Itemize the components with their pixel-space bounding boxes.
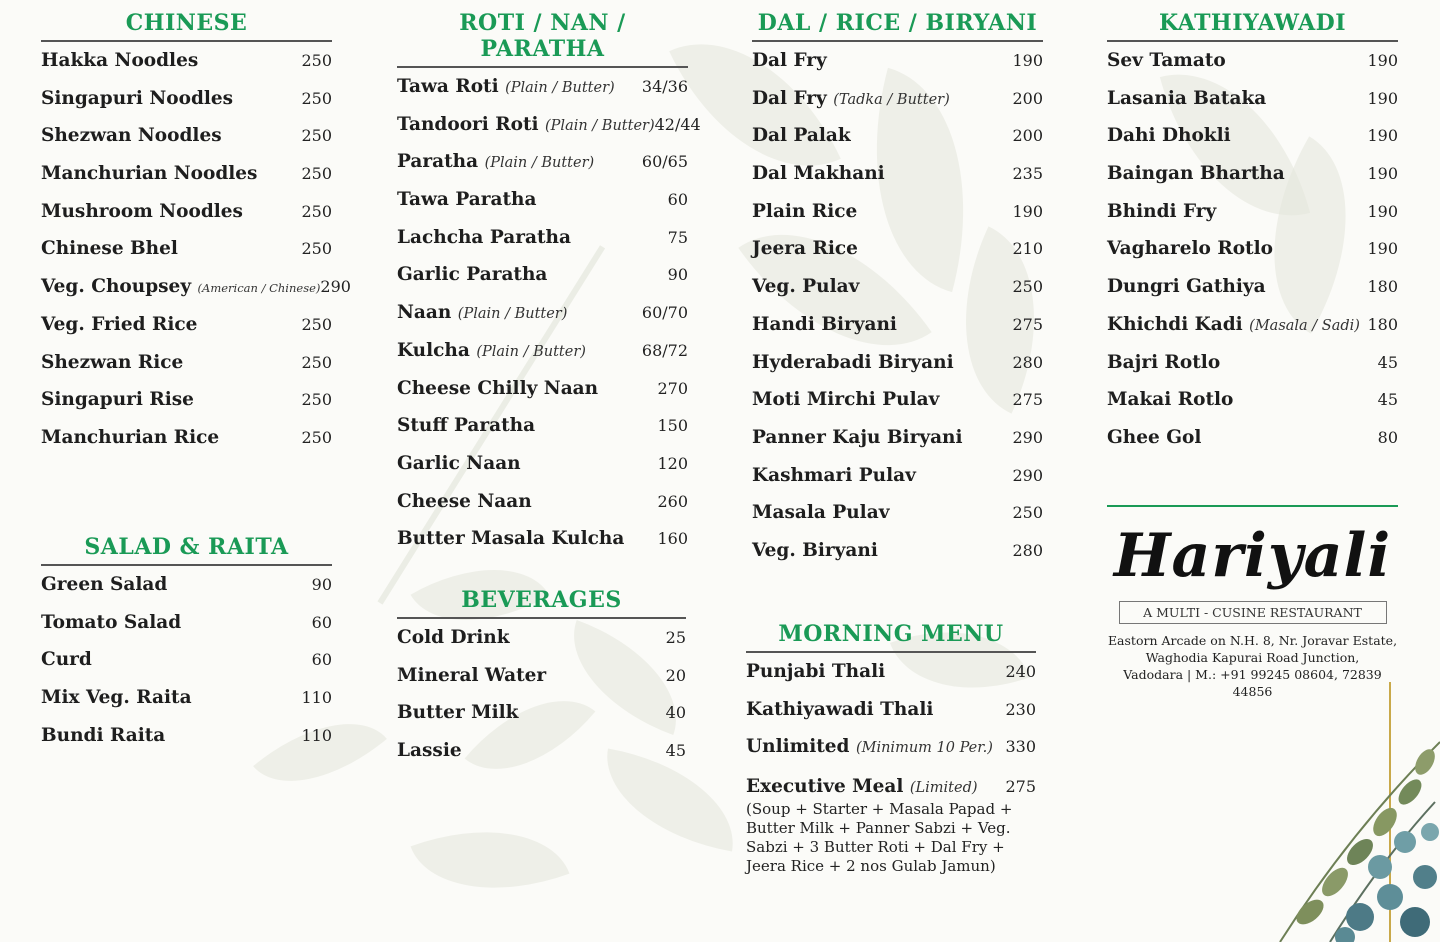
item-name: [397, 264, 547, 285]
item-price: 250: [1012, 503, 1043, 523]
menu-item-row: [41, 574, 332, 612]
menu-item-row: [1107, 163, 1398, 201]
menu-item-row: [752, 125, 1043, 163]
item-name-text: Tawa Paratha: [397, 189, 537, 211]
menu-item-row: [752, 50, 1043, 88]
menu-item-row: [1107, 389, 1398, 427]
item-name-text: Sev Tamato: [1107, 50, 1226, 71]
item-price: 60: [311, 612, 332, 632]
menu-item-row: [746, 736, 1036, 774]
item-price: 80: [1377, 427, 1398, 447]
section-beverages: [397, 587, 686, 778]
item-name: [397, 702, 519, 723]
item-name: [397, 76, 615, 97]
item-name-text: Butter Masala Kulcha: [397, 528, 625, 550]
restaurant-logo: Hariyali: [1113, 521, 1392, 591]
item-price: 90: [311, 575, 332, 594]
section-salad-raita: [41, 534, 332, 762]
item-price: 60/70: [641, 303, 688, 323]
menu-item-row: [41, 352, 332, 390]
item-note: (Plain / Butter): [545, 117, 655, 134]
menu-item-row: [397, 740, 686, 778]
item-price: 190: [1367, 201, 1398, 221]
item-name-text: Lachcha Paratha: [397, 226, 571, 248]
item-name-text: Stuff Paratha: [397, 415, 536, 437]
item-price: 68/72: [641, 340, 688, 360]
menu-item-row: [752, 352, 1043, 390]
item-name-text: Plain Rice: [752, 200, 858, 222]
menu-item-row: [397, 151, 688, 189]
item-price: 60: [667, 190, 688, 210]
item-name-text: Mushroom Noodles: [41, 200, 243, 222]
item-note: (Plain / Butter): [457, 306, 568, 323]
brand-divider: [1107, 505, 1398, 507]
item-price: 330: [1005, 737, 1036, 757]
executive-meal-item: [746, 776, 1036, 876]
item-name: [1107, 163, 1285, 184]
item-name: [41, 649, 92, 670]
item-price: 34/36: [641, 77, 688, 96]
menu-list-kathiyawadi: [1107, 50, 1398, 465]
section-morning-menu: [746, 621, 1036, 876]
menu-item-row: [746, 699, 1036, 737]
item-name-text: Cheese Chilly Naan: [397, 377, 599, 399]
item-name: [752, 238, 858, 259]
menu-item-row: [41, 50, 332, 88]
item-price: 250: [301, 390, 332, 410]
item-price: 200: [1012, 88, 1043, 108]
item-note: (Minimum 10 Per.): [855, 740, 993, 757]
item-price: 210: [1012, 239, 1043, 259]
item-price: 280: [1012, 352, 1043, 372]
item-name: [752, 352, 954, 373]
menu-item-row: [752, 389, 1043, 427]
menu-list-dal-rice-biryani: [752, 50, 1043, 578]
item-name: [1107, 352, 1220, 373]
menu-item-row: [41, 427, 332, 465]
item-name: [752, 125, 851, 146]
item-name-text: Dal Fry: [752, 50, 827, 71]
section-title-beverages: BEVERAGES: [397, 587, 686, 619]
item-price: 150: [657, 416, 688, 436]
item-name-text: Singapuri Noodles: [41, 87, 234, 109]
item-name-text: Veg. Pulav: [752, 276, 860, 298]
menu-item-row: [41, 687, 332, 725]
menu-item-row: [397, 378, 688, 416]
item-name: [397, 665, 546, 686]
item-price: 110: [301, 688, 332, 708]
address-contact: Vadodara | M.: +91 99245 08604, 72839 44856: [1123, 667, 1382, 699]
item-note: (Masala / Sadi): [1249, 317, 1360, 334]
item-name-text: Manchurian Noodles: [41, 163, 258, 185]
item-name: [1107, 238, 1273, 259]
item-name-text: Lasania Bataka: [1107, 87, 1267, 109]
item-name-text: Chinese Bhel: [41, 238, 178, 260]
item-name-text: Unlimited: [746, 736, 850, 758]
item-name-text: Moti Mirchi Pulav: [752, 389, 940, 411]
section-dal-rice-biryani: [752, 10, 1043, 578]
item-name-text: Tandoori Roti: [397, 113, 539, 135]
item-name-text: Naan: [397, 302, 452, 324]
item-price: 20: [665, 665, 686, 685]
item-price: 250: [301, 88, 332, 108]
item-price: 75: [667, 227, 688, 247]
menu-item-row: [1107, 238, 1398, 276]
menu-item-row: [752, 201, 1043, 239]
menu-item-row: [397, 264, 688, 302]
item-name-text: Dahi Dhokli: [1107, 125, 1231, 147]
item-price: 190: [1012, 201, 1043, 221]
item-name: [41, 687, 192, 708]
item-price: 250: [301, 201, 332, 221]
menu-item-row: [41, 88, 332, 126]
menu-item-row: [41, 201, 332, 239]
item-name: [752, 427, 963, 448]
menu-list-salad-raita: [41, 574, 332, 762]
item-name: [41, 125, 222, 146]
section-title-kathiyawadi: KATHIYAWADI: [1107, 10, 1398, 42]
section-kathiyawadi: [1107, 10, 1398, 465]
item-price: 275: [1005, 777, 1036, 797]
item-name-text: Green Salad: [41, 574, 168, 595]
item-name: [746, 661, 885, 682]
item-name: [41, 201, 243, 222]
item-name-text: Panner Kaju Biryani: [752, 426, 963, 448]
item-name: [41, 163, 257, 184]
item-price: 60: [311, 650, 332, 670]
item-name: [1107, 88, 1266, 109]
menu-item-row: [1107, 201, 1398, 239]
item-price: 25: [665, 628, 686, 647]
item-price: 90: [667, 265, 688, 285]
item-name-text: Dal Palak: [752, 125, 851, 147]
menu-list-morning-menu: [746, 661, 1036, 774]
menu-item-row: [752, 314, 1043, 352]
menu-item-row: [397, 415, 688, 453]
item-name: [746, 699, 933, 720]
item-name-text: Lassie: [397, 740, 462, 762]
item-name: [41, 238, 178, 259]
item-name: [1107, 276, 1266, 297]
item-name: [397, 491, 532, 512]
item-name: [397, 378, 598, 399]
menu-item-row: [41, 314, 332, 352]
menu-item-row: [1107, 427, 1398, 465]
item-name-text: Kulcha: [397, 339, 470, 361]
executive-meal-description: (Soup + Starter + Masala Papad + Butter Milk + Panner Sabzi + Veg. Sabzi + 3 Butter Roti + Dal Fry + Jeera Rice + 2 nos Gulab Jamun): [746, 800, 1013, 876]
menu-item-row: [397, 665, 686, 703]
item-name-text: Shezwan Rice: [41, 351, 184, 373]
item-name: [752, 163, 885, 184]
item-price: 45: [1377, 352, 1398, 372]
item-price: 200: [1012, 126, 1043, 146]
item-name: [397, 453, 521, 474]
item-name: Executive Meal: [746, 776, 904, 798]
item-name-text: Veg. Choupsey: [41, 276, 192, 298]
item-name: [752, 540, 878, 561]
item-name-text: Punjabi Thali: [746, 661, 886, 682]
item-name: [41, 352, 183, 373]
section-title-roti-nan-paratha: ROTI / NAN / PARATHA: [397, 10, 688, 68]
menu-item-row: [397, 702, 686, 740]
item-name: [397, 302, 567, 323]
menu-item-row: [746, 661, 1036, 699]
menu-item-row: [397, 340, 688, 378]
item-price: 250: [301, 126, 332, 146]
item-name: [752, 276, 859, 297]
menu-item-row: [397, 227, 688, 265]
item-name: [1107, 201, 1216, 222]
item-name-text: Cheese Naan: [397, 490, 532, 512]
item-name-text: Hyderabadi Biryani: [752, 351, 954, 373]
item-name-text: Cold Drink: [397, 627, 510, 648]
item-note: (American / Chinese): [197, 281, 321, 296]
address-line-1: Eastorn Arcade on N.H. 8, Nr. Joravar Estate,: [1107, 633, 1398, 648]
item-price: 250: [301, 164, 332, 184]
menu-item-row: [752, 427, 1043, 465]
item-name-text: Makai Rotlo: [1107, 389, 1234, 411]
item-name: [1107, 50, 1226, 71]
menu-item-row: [397, 627, 686, 665]
item-name: [1107, 389, 1233, 410]
item-name-text: Dungri Gathiya: [1107, 276, 1266, 298]
item-price: 250: [301, 352, 332, 372]
item-name: [397, 114, 655, 135]
item-name-text: Jeera Rice: [752, 238, 858, 260]
item-name-text: Garlic Paratha: [397, 264, 548, 286]
item-name-text: Tomato Salad: [41, 611, 182, 633]
item-note: (Plain / Butter): [505, 80, 615, 96]
menu-item-row: [1107, 276, 1398, 314]
menu-list-beverages: [397, 627, 686, 778]
menu-item-row: [1107, 50, 1398, 88]
item-note: (Plain / Butter): [476, 343, 586, 360]
item-name: [1107, 314, 1360, 335]
menu-list-chinese: [41, 50, 351, 465]
item-name: [41, 427, 219, 448]
item-price: 190: [1367, 88, 1398, 108]
item-name-text: Kashmari Pulav: [752, 464, 916, 486]
item-name: [41, 389, 194, 410]
menu-item-row: [41, 725, 332, 763]
item-name-text: Dal Makhani: [752, 163, 885, 185]
item-name: [41, 314, 197, 335]
item-name: [41, 725, 165, 746]
item-name-text: Masala Pulav: [752, 502, 890, 524]
menu-item-row: [397, 113, 701, 152]
item-price: 250: [301, 51, 332, 70]
item-price: 42/44: [654, 114, 701, 134]
section-title-morning-menu: MORNING MENU: [746, 621, 1036, 653]
item-name: [397, 415, 535, 436]
menu-item-row: [752, 465, 1043, 503]
item-name-text: Veg. Biryani: [752, 539, 878, 561]
item-price: 230: [1005, 699, 1036, 719]
item-name: [1107, 125, 1231, 146]
menu-item-row: [1107, 352, 1398, 390]
menu-list-roti-nan-paratha: [397, 76, 701, 566]
item-price: 270: [657, 378, 688, 398]
menu-item-row: [41, 125, 332, 163]
section-title-salad-raita: SALAD & RAITA: [41, 534, 332, 566]
item-price: 250: [301, 314, 332, 334]
item-name-text: Tawa Roti: [397, 76, 499, 97]
menu-item-row: [1107, 125, 1398, 163]
item-name: [397, 528, 624, 549]
item-price: 280: [1012, 540, 1043, 560]
section-chinese: [41, 10, 351, 465]
item-name: [397, 627, 510, 648]
brand-block: [1107, 505, 1398, 700]
menu-item-row: [752, 163, 1043, 201]
menu-item-row: [397, 453, 688, 491]
item-name: [397, 740, 462, 761]
item-price: 160: [657, 529, 688, 549]
item-price: 45: [1377, 390, 1398, 410]
address-line-2: Waghodia Kapurai Road Junction,: [1145, 650, 1360, 665]
item-name: [752, 502, 889, 523]
item-price: 180: [1367, 277, 1398, 297]
item-name: [752, 389, 939, 410]
menu-item-row: [397, 189, 688, 227]
item-name-text: Singapuri Rise: [41, 389, 194, 411]
menu-item-row: [41, 238, 332, 276]
menu-item-row: [397, 491, 688, 529]
item-name-text: Vagharelo Rotlo: [1107, 238, 1273, 260]
item-price: 120: [657, 453, 688, 473]
item-price: 110: [301, 725, 332, 745]
item-name-text: Curd: [41, 649, 92, 671]
menu-item-row: [397, 76, 688, 114]
menu-item-row: [397, 302, 688, 340]
item-name: [41, 276, 320, 297]
item-price: 190: [1012, 51, 1043, 70]
item-name-text: Mineral Water: [397, 664, 547, 686]
item-name: [397, 189, 536, 210]
menu-item-row: [41, 612, 332, 650]
menu-item-row: [41, 649, 332, 687]
item-price: 250: [1012, 277, 1043, 297]
item-price: 260: [657, 491, 688, 511]
section-roti-nan-paratha: [397, 10, 701, 566]
item-name-text: Handi Biryani: [752, 313, 897, 335]
item-name-text: Bhindi Fry: [1107, 200, 1217, 222]
menu-item-row: [41, 163, 332, 201]
item-name: [41, 88, 233, 109]
item-name: [752, 88, 950, 109]
item-name-text: Hakka Noodles: [41, 50, 199, 71]
eucalyptus-plant-decoration: [1240, 682, 1440, 942]
item-name-text: Kathiyawadi Thali: [746, 698, 934, 720]
restaurant-tagline: A MULTI - CUSINE RESTAURANT: [1119, 601, 1387, 624]
menu-item-row: [1107, 88, 1398, 126]
item-price: 275: [1012, 314, 1043, 334]
item-price: 290: [1012, 465, 1043, 485]
menu-item-row: [1107, 314, 1398, 352]
item-name: [752, 314, 897, 335]
item-name-text: Manchurian Rice: [41, 426, 220, 448]
item-name: [752, 50, 827, 71]
item-price: 190: [1367, 126, 1398, 146]
menu-item-row: [397, 528, 688, 566]
item-price: 290: [320, 277, 351, 297]
menu-item-row: [752, 540, 1043, 578]
item-price: 240: [1005, 662, 1036, 681]
item-name: [752, 465, 916, 486]
item-note: (Limited): [909, 780, 978, 797]
item-name-text: Ghee Gol: [1107, 426, 1202, 448]
item-price: 190: [1367, 239, 1398, 259]
item-name-text: Bajri Rotlo: [1107, 351, 1221, 373]
menu-item-row: [752, 238, 1043, 276]
item-name-text: Garlic Naan: [397, 452, 521, 474]
item-price: 235: [1012, 164, 1043, 184]
item-name-text: Dal Fry: [752, 87, 827, 109]
item-name: [752, 201, 857, 222]
section-title-chinese: CHINESE: [41, 10, 332, 42]
section-title-dal-rice-biryani: DAL / RICE / BIRYANI: [752, 10, 1043, 42]
item-name-text: Mix Veg. Raita: [41, 687, 192, 709]
item-note: (Tadka / Butter): [833, 91, 950, 108]
item-price: 290: [1012, 427, 1043, 447]
item-name: [746, 736, 993, 757]
item-name-text: Bundi Raita: [41, 724, 166, 746]
menu-item-row: [41, 276, 351, 314]
menu-item-row: [752, 88, 1043, 126]
menu-item-row: [41, 389, 332, 427]
item-name-text: Butter Milk: [397, 702, 519, 724]
menu-item-row: [752, 276, 1043, 314]
item-name: [41, 574, 167, 595]
item-name-text: Khichdi Kadi: [1107, 313, 1243, 335]
item-name-text: Veg. Fried Rice: [41, 313, 198, 335]
item-price: 190: [1367, 164, 1398, 184]
item-name: [41, 50, 198, 71]
item-price: 60/65: [641, 152, 688, 172]
item-name: [397, 227, 571, 248]
menu-item-row: [752, 502, 1043, 540]
item-name: [397, 151, 594, 172]
item-price: 250: [301, 427, 332, 447]
item-name-text: Baingan Bhartha: [1107, 163, 1285, 185]
item-price: 190: [1367, 51, 1398, 70]
item-name-text: Shezwan Noodles: [41, 125, 222, 147]
item-name: [397, 340, 586, 361]
item-price: 275: [1012, 390, 1043, 410]
item-name: [41, 612, 181, 633]
item-price: 40: [665, 703, 686, 723]
item-price: 250: [301, 239, 332, 259]
item-price: 45: [665, 741, 686, 761]
item-name-text: Paratha: [397, 151, 479, 173]
item-price: 180: [1367, 314, 1398, 334]
item-name: [1107, 427, 1201, 448]
item-note: (Plain / Butter): [484, 155, 595, 172]
